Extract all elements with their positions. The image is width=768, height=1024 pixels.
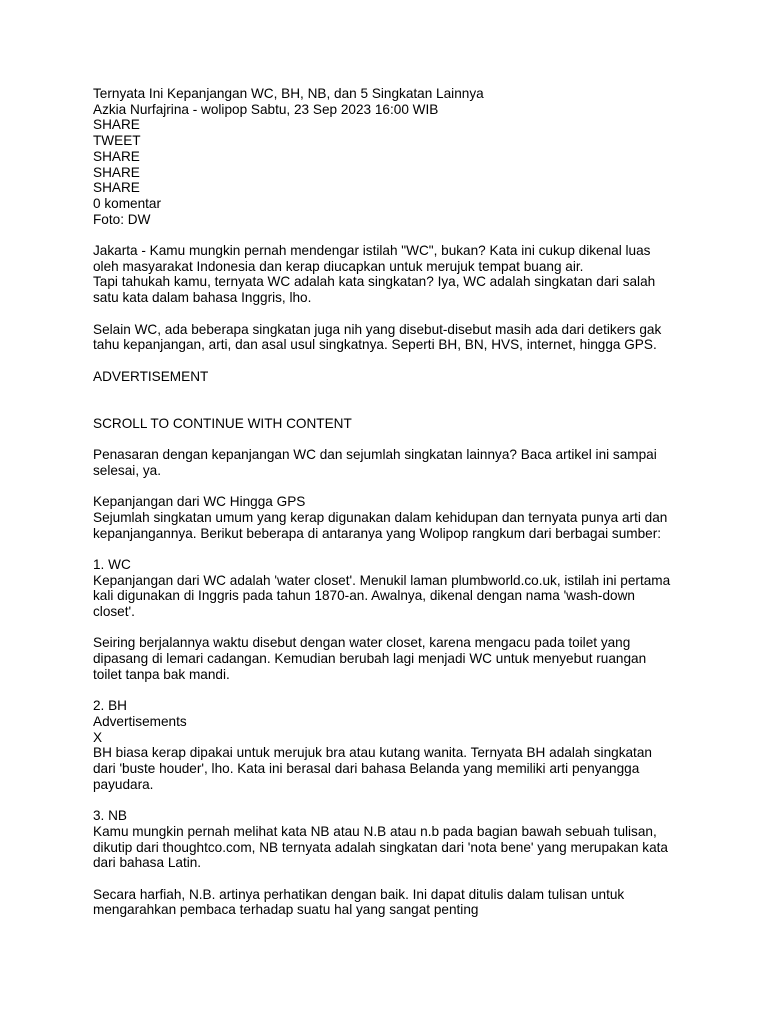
paragraph-line: dari bahasa Latin.: [93, 855, 202, 871]
paragraph-line: closet'.: [93, 604, 135, 620]
paragraph-line: tahu kepanjangan, arti, dan asal usul singkatnya. Seperti BH, BN, HVS, internet, hingga GPS.: [93, 337, 657, 353]
paragraph-line: BH biasa kerap dipakai untuk merujuk bra atau kutang wanita. Ternyata BH adalah singkatan: [93, 745, 652, 761]
ads-close-text: X: [93, 729, 103, 745]
paragraph-line: selesai, ya.: [93, 462, 162, 478]
ads-label: Advertisements: [93, 713, 187, 729]
paragraph-line: oleh masyarakat Indonesia dan kerap diucapkan untuk merujuk tempat buang air.: [93, 258, 584, 274]
paragraph-line: Tapi tahukah kamu, ternyata WC adalah kata singkatan? Iya, WC adalah singkatan dari salah: [93, 274, 656, 290]
paragraph-line: toilet tanpa bak mandi.: [93, 666, 230, 682]
paragraph-line: dipasang di lemari cadangan. Kemudian berubah lagi menjadi WC untuk menyebut ruangan: [93, 651, 647, 667]
subheading-bh: 2. BH: [93, 698, 127, 714]
share-link: SHARE: [93, 164, 140, 180]
article-title: Ternyata Ini Kepanjangan WC, BH, NB, dan 5 Singkatan Lainnya: [93, 86, 484, 101]
paragraph-line: Sejumlah singkatan umum yang kerap digunakan dalam kehidupan dan ternyata punya arti dan: [93, 509, 668, 525]
subheading-wc: 1. WC: [93, 556, 131, 572]
paragraph-line: kali digunakan di Inggris pada tahun 1870-an. Awalnya, dikenal dengan nama 'wash-down: [93, 588, 635, 604]
paragraph-line: dari 'buste houder', lho. Kata ini berasal dari bahasa Belanda yang memiliki arti penyangga: [93, 761, 640, 777]
share-link: SHARE: [93, 117, 140, 133]
section-heading: Kepanjangan dari WC Hingga GPS: [93, 494, 306, 510]
share-link: SHARE: [93, 148, 140, 164]
paragraph-line: satu kata dalam bahasa Inggris, lho.: [93, 290, 312, 306]
tweet-link: TWEET: [93, 133, 141, 149]
article-body: [93, 86, 683, 918]
paragraph-line: Selain WC, ada beberapa singkatan juga nih yang disebut-disebut masih ada dari detikers gak: [93, 321, 662, 337]
paragraph-line: Kamu mungkin pernah melihat kata NB atau N.B atau n.b pada bagian bawah sebuah tulisan,: [93, 823, 657, 839]
paragraph-line: Jakarta - Kamu mungkin pernah mendengar istilah "WC", bukan? Kata ini cukup dikenal luas: [93, 243, 651, 259]
paragraph-line: payudara.: [93, 776, 154, 792]
photo-credit: Foto: DW: [93, 211, 151, 227]
paragraph-line: Penasaran dengan kepanjangan WC dan sejumlah singkatan lainnya? Baca artikel ini sampai: [93, 447, 657, 463]
scroll-notice: SCROLL TO CONTINUE WITH CONTENT: [93, 415, 352, 431]
share-link: SHARE: [93, 180, 140, 196]
paragraph-line: Seiring berjalannya waktu disebut dengan water closet, karena mengacu pada toilet yang: [93, 635, 631, 651]
article-byline: Azkia Nurfajrina - wolipop Sabtu, 23 Sep 2023 16:00 WIB: [93, 101, 439, 117]
paragraph-line: Kepanjangan dari WC adalah 'water closet'. Menukil laman plumbworld.co.uk, istilah ini pertama: [93, 572, 671, 588]
subheading-nb: 3. NB: [93, 808, 127, 824]
comment-count: 0 komentar: [93, 195, 162, 211]
advertisement-label: ADVERTISEMENT: [93, 368, 209, 384]
paragraph-line: Secara harfiah, N.B. artinya perhatikan dengan baik. Ini dapat ditulis dalam tulisan untuk: [93, 886, 625, 902]
paragraph-line: kepanjangannya. Berikut beberapa di antaranya yang Wolipop rangkum dari berbagai sumber:: [93, 525, 662, 541]
paragraph-line: mengarahkan pembaca terhadap suatu hal yang sangat penting: [93, 902, 479, 918]
paragraph-line: dikutip dari thoughtco.com, NB ternyata adalah singkatan dari 'nota bene' yang merupakan kata: [93, 839, 668, 855]
